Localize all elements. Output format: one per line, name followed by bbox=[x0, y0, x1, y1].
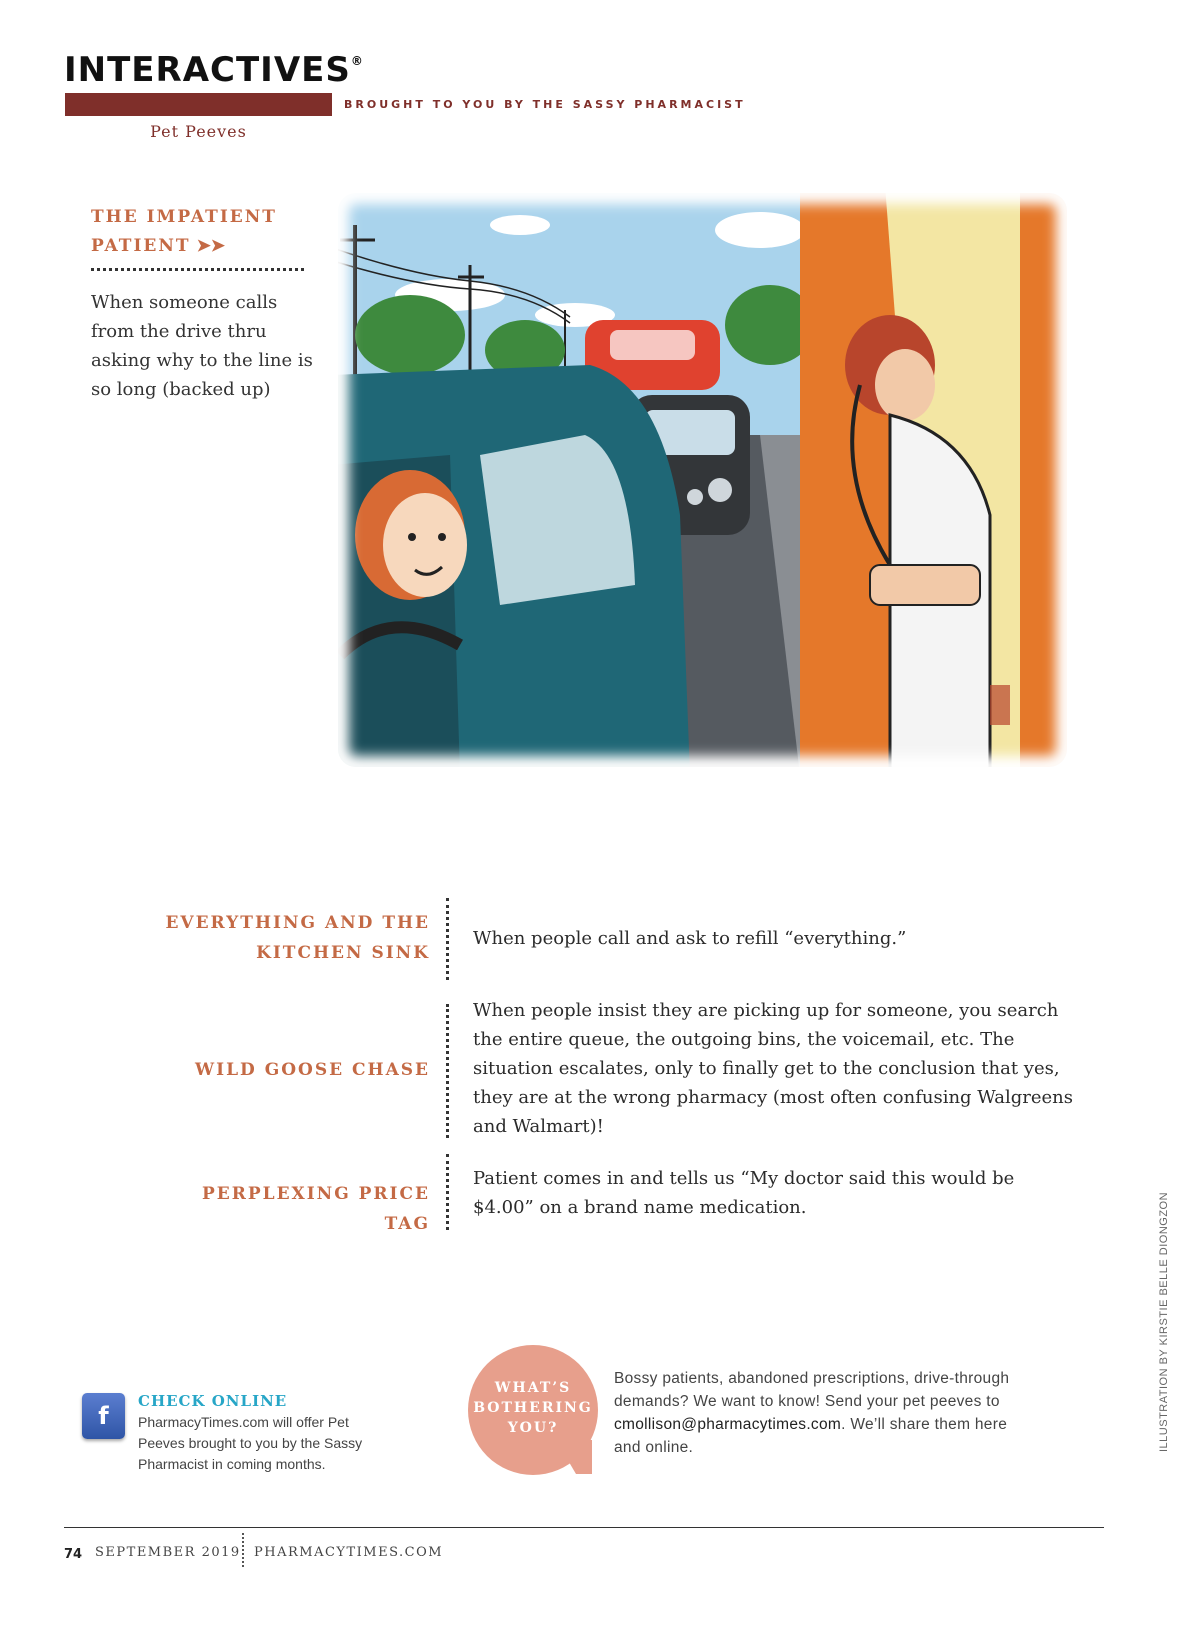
entry-text-kitchen-sink: When people call and ask to refill “everything.” bbox=[473, 928, 907, 949]
featured-heading-line1: THE IMPATIENT bbox=[91, 207, 277, 227]
double-arrow-icon: ➤➤ bbox=[196, 236, 226, 256]
entry-label-line: KITCHEN SINK bbox=[256, 943, 430, 963]
featured-heading bbox=[91, 203, 301, 261]
entry-label-price-tag bbox=[150, 1179, 430, 1239]
entry-divider bbox=[446, 1154, 449, 1230]
dotted-rule bbox=[91, 268, 304, 271]
check-online-text: PharmacyTimes.com will offer Pet Peeves brought to you by the Sassy Pharmacist in coming months. bbox=[138, 1414, 363, 1472]
entry-label-line: PERPLEXING PRICE TAG bbox=[201, 1184, 430, 1234]
email-link[interactable]: cmollison@pharmacytimes.com bbox=[614, 1416, 842, 1433]
page-number: 74 bbox=[64, 1547, 83, 1562]
bothering-text-after: . We’ll share them here and online. bbox=[614, 1416, 1008, 1456]
masthead-bar bbox=[65, 93, 332, 116]
issue-date: SEPTEMBER 2019 bbox=[95, 1545, 241, 1560]
entry-label-line: EVERYTHING AND THE bbox=[165, 913, 430, 933]
entry-divider bbox=[446, 1004, 449, 1138]
bothering-text-before: Bossy patients, abandoned prescriptions, drive-through demands? We want to know! Send your pet peeves to bbox=[614, 1370, 1010, 1410]
entry-label-goose-chase bbox=[150, 1055, 430, 1085]
drive-thru-illustration bbox=[330, 185, 1075, 775]
footer-website[interactable]: PHARMACYTIMES.COM bbox=[254, 1545, 444, 1560]
check-online-title: CHECK ONLINE bbox=[138, 1392, 288, 1410]
masthead-title-text: INTERACTIVES bbox=[64, 50, 351, 90]
featured-heading-line2: PATIENT bbox=[91, 236, 191, 256]
bubble-line: WHAT’S bbox=[494, 1380, 572, 1396]
masthead-title bbox=[64, 50, 364, 90]
bothering-text bbox=[614, 1367, 1014, 1459]
bubble-line: YOU? bbox=[507, 1420, 559, 1436]
registered-mark: ® bbox=[350, 54, 364, 68]
section-name: Pet Peeves bbox=[150, 122, 247, 141]
footer-rule bbox=[64, 1527, 1104, 1528]
footer-divider bbox=[242, 1533, 244, 1567]
bubble-text bbox=[468, 1378, 598, 1438]
featured-text: When someone calls from the drive thru asking why to the line is so long (backed up) bbox=[91, 292, 313, 400]
masthead-subtitle: BROUGHT TO YOU BY THE SASSY PHARMACIST bbox=[344, 98, 746, 111]
speech-bubble-tail bbox=[556, 1440, 592, 1474]
entry-label-line: WILD GOOSE CHASE bbox=[195, 1060, 430, 1080]
entry-text-price-tag: Patient comes in and tells us “My doctor said this would be $4.00” on a brand name medication. bbox=[473, 1168, 1015, 1218]
facebook-icon[interactable]: f bbox=[82, 1393, 125, 1439]
illustration-credit: ILLUSTRATION BY KIRSTIE BELLE DIONGZON bbox=[1158, 1191, 1170, 1452]
entry-label-kitchen-sink bbox=[150, 908, 430, 968]
bubble-line: BOTHERING bbox=[473, 1400, 593, 1416]
entry-text-goose-chase: When people insist they are picking up for someone, you search the entire queue, the outgoing bins, the voicemail, etc. The situation escalates, only to finally get to the conclusion that yes, they are at the wrong pharmacy (most often confusing Walgreens and Walmart)! bbox=[473, 1000, 1073, 1137]
entry-divider bbox=[446, 898, 449, 980]
